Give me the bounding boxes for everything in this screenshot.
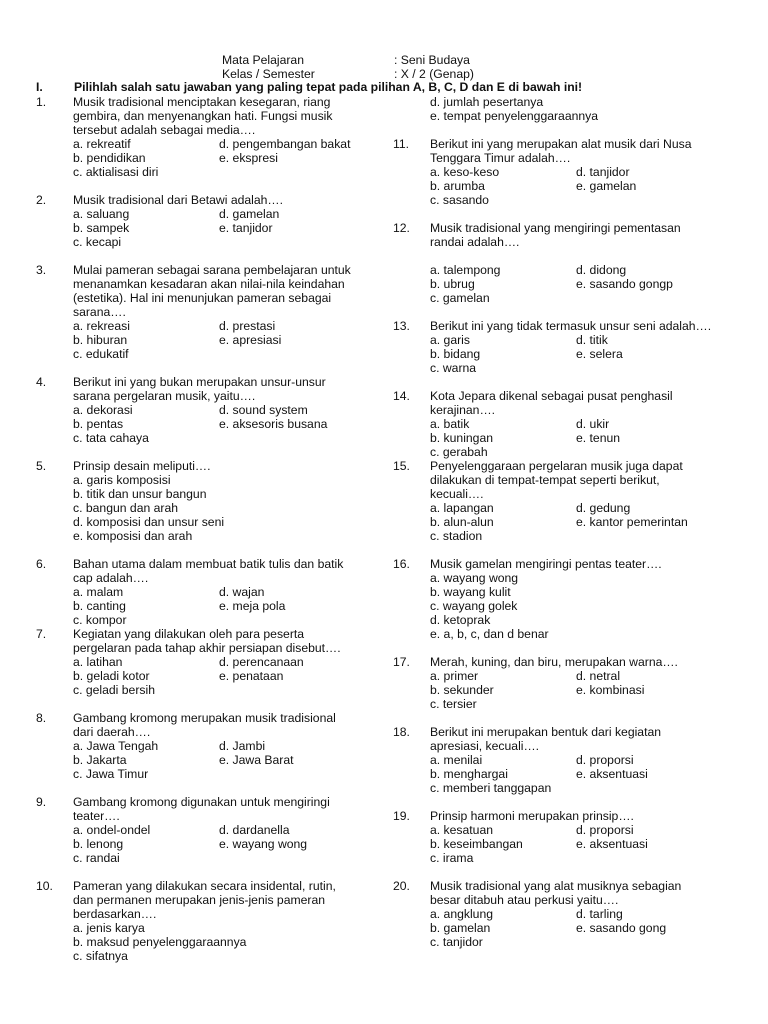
option: a. angklung <box>430 907 494 921</box>
option: a. kesatuan <box>430 823 494 837</box>
option: b. hiburan <box>73 333 128 347</box>
question <box>36 879 376 963</box>
question-body <box>430 557 738 641</box>
class-label: Kelas / Semester <box>222 67 315 81</box>
section-number: I. <box>36 80 43 94</box>
option: a. talempong <box>430 263 501 277</box>
question-body <box>73 263 376 361</box>
option-grid <box>73 739 376 781</box>
question-body <box>430 221 738 305</box>
option: d. komposisi dan unsur seni <box>73 515 225 529</box>
option: b. bidang <box>430 347 481 361</box>
option: b. ubrug <box>430 277 475 291</box>
question-text: Mulai pameran sebagai sarana pembelajaran untuk menanamkan kesadaran akan nilai-nila keindahan (estetika). Hal ini menunjukan pameran sebagai sarana…. <box>73 263 351 319</box>
question-number: 20. <box>393 879 410 893</box>
option: d. jumlah pesertanya <box>430 95 544 109</box>
question-body <box>73 375 376 445</box>
option: a. garis komposisi <box>73 473 171 487</box>
class-value: : X / 2 (Genap) <box>394 67 474 81</box>
option: b. alun-alun <box>430 515 494 529</box>
question <box>393 319 738 375</box>
option: d. prestasi <box>219 319 276 333</box>
option-grid <box>73 137 376 179</box>
question-number: 16. <box>393 557 410 571</box>
option: a. rekreasi <box>73 319 130 333</box>
option: d. didong <box>576 263 627 277</box>
option: c. tata cahaya <box>73 431 149 445</box>
option: a. primer <box>430 669 479 683</box>
option: e. ekspresi <box>219 151 278 165</box>
option: c. geladi bersih <box>73 683 155 697</box>
option-grid <box>73 207 376 249</box>
section-instruction-text: Pilihlah salah satu jawaban yang paling tepat pada pilihan A, B, C, D dan E di bawah ini! <box>74 80 583 94</box>
question-body <box>430 459 738 543</box>
question-number: 12. <box>393 221 410 235</box>
question-number: 17. <box>393 655 410 669</box>
option: e. meja pola <box>219 599 286 613</box>
option-grid <box>430 165 738 207</box>
question-text: Bahan utama dalam membuat batik tulis dan batik cap adalah…. <box>73 557 344 585</box>
question-body <box>73 459 376 543</box>
option-grid <box>430 753 738 795</box>
question-body <box>73 95 376 179</box>
question-body <box>430 389 738 459</box>
option: c. randai <box>73 851 120 865</box>
option: e. Jawa Barat <box>219 753 294 767</box>
question-number: 8. <box>36 711 47 725</box>
option: b. arumba <box>430 179 485 193</box>
option: c. tanjidor <box>430 935 483 949</box>
right-column <box>393 95 738 949</box>
option: e. wayang wong <box>219 837 308 851</box>
question-body <box>430 319 738 375</box>
option: c. sifatnya <box>73 949 128 963</box>
option: d. titik <box>576 333 608 347</box>
option-grid <box>73 823 376 865</box>
question-body <box>73 193 376 249</box>
question-number: 6. <box>36 557 47 571</box>
question-text: Kegiatan yang dilakukan oleh para peserta pergelaran pada tahap akhir persiapan disebut…. <box>73 627 341 655</box>
option: a. lapangan <box>430 501 494 515</box>
option: a. saluang <box>73 207 130 221</box>
left-column <box>36 95 376 963</box>
option-grid <box>73 319 376 361</box>
question-body <box>73 711 376 781</box>
option: c. gerabah <box>430 445 488 459</box>
option: b. pentas <box>73 417 124 431</box>
option: d. perencanaan <box>219 655 304 669</box>
question-body <box>430 725 738 795</box>
option: e. penataan <box>219 669 284 683</box>
question-number: 18. <box>393 725 410 739</box>
question <box>393 389 738 459</box>
question-body <box>73 557 376 627</box>
option: e. selera <box>576 347 623 361</box>
option: d. sound system <box>219 403 308 417</box>
question <box>36 557 376 627</box>
option: e. tenun <box>576 431 621 445</box>
option: e. a, b, c, dan d benar <box>430 627 549 641</box>
option: d. tarling <box>576 907 623 921</box>
subject-label: Mata Pelajaran <box>222 53 304 67</box>
question-text: Berikut ini yang tidak termasuk unsur seni adalah…. <box>430 319 712 333</box>
option: d. wajan <box>219 585 265 599</box>
question-body <box>430 879 738 949</box>
question-text: Berikut ini yang merupakan alat musik dari Nusa Tenggara Timur adalah…. <box>430 137 692 165</box>
question-body <box>73 879 376 963</box>
option-grid <box>430 669 738 711</box>
question-number: 15. <box>393 459 410 473</box>
carried-options <box>430 95 738 123</box>
option: a. latihan <box>73 655 123 669</box>
question <box>393 459 738 543</box>
option: a. Jawa Tengah <box>73 739 159 753</box>
question-text: Gambang kromong merupakan musik tradisional dari daerah…. <box>73 711 336 739</box>
question-text: Penyelenggaraan pergelaran musik juga dapat dilakukan di tempat-tempat seperti berikut, kecuali…. <box>430 459 683 501</box>
option: c. wayang golek <box>430 599 518 613</box>
option: c. memberi tanggapan <box>430 781 552 795</box>
option: b. geladi kotor <box>73 669 150 683</box>
option: a. keso-keso <box>430 165 500 179</box>
option: e. komposisi dan arah <box>73 529 193 543</box>
question-body <box>73 627 376 697</box>
question-text: Musik tradisional menciptakan kesegaran, riang gembira, dan menyenangkan hati. Fungsi musik tersebut adalah sebagai media…. <box>73 95 333 137</box>
option: e. aksentuasi <box>576 837 648 851</box>
question <box>36 459 376 543</box>
option-grid <box>430 417 738 459</box>
question-number: 4. <box>36 375 47 389</box>
option: a. ondel-ondel <box>73 823 151 837</box>
option-grid <box>430 823 738 865</box>
question-text: Berikut ini merupakan bentuk dari kegiatan apresiasi, kecuali…. <box>430 725 662 753</box>
option: d. gamelan <box>219 207 280 221</box>
question-text: Merah, kuning, dan biru, merupakan warna…. <box>430 655 678 669</box>
question-number: 13. <box>393 319 410 333</box>
question-body <box>73 795 376 865</box>
option: a. malam <box>73 585 124 599</box>
question <box>36 193 376 249</box>
option: e. sasando gong <box>576 921 667 935</box>
question-text: Pameran yang dilakukan secara insidental, rutin, dan permanen merupakan jenis-jenis pameran berdasarkan…. <box>73 879 336 921</box>
question-body <box>430 655 738 711</box>
option-grid <box>430 907 738 949</box>
option-grid <box>430 263 738 305</box>
option: e. sasando gongp <box>576 277 673 291</box>
option: e. kombinasi <box>576 683 645 697</box>
question-number: 1. <box>36 95 47 109</box>
question-number: 7. <box>36 627 47 641</box>
option: e. apresiasi <box>219 333 282 347</box>
option: c. bangun dan arah <box>73 501 179 515</box>
question-text: Berikut ini yang bukan merupakan unsur-unsur sarana pergelaran musik, yaitu…. <box>73 375 326 403</box>
question-body <box>430 809 738 865</box>
subject-value: : Seni Budaya <box>394 53 470 67</box>
option: c. sasando <box>430 193 489 207</box>
question-number: 14. <box>393 389 410 403</box>
option: e. gamelan <box>576 179 637 193</box>
question <box>393 809 738 865</box>
option-grid <box>73 585 376 627</box>
option: a. wayang wong <box>430 571 519 585</box>
option: a. batik <box>430 417 470 431</box>
option: b. gamelan <box>430 921 491 935</box>
option: b. menghargai <box>430 767 508 781</box>
option: d. pengembangan bakat <box>219 137 351 151</box>
option: c. gamelan <box>430 291 490 305</box>
question-number: 11. <box>393 137 410 151</box>
question-text: Musik tradisional yang mengiringi pementasan randai adalah…. <box>430 221 681 249</box>
option: b. Jakarta <box>73 753 127 767</box>
option: e. tanjidor <box>219 221 273 235</box>
option: b. sampek <box>73 221 130 235</box>
option-grid <box>73 655 376 697</box>
question-text: Gambang kromong digunakan untuk mengiringi teater…. <box>73 795 330 823</box>
question <box>36 375 376 445</box>
option: c. warna <box>430 361 477 375</box>
option: e. aksentuasi <box>576 767 648 781</box>
option: b. sekunder <box>430 683 494 697</box>
question <box>36 711 376 781</box>
option: d. dardanella <box>219 823 290 837</box>
option: d. Jambi <box>219 739 266 753</box>
question-number: 9. <box>36 795 47 809</box>
option: b. kuningan <box>430 431 494 445</box>
option: a. dekorasi <box>73 403 133 417</box>
question <box>393 221 738 305</box>
question-number: 3. <box>36 263 47 277</box>
option: c. tersier <box>430 697 477 711</box>
option: b. wayang kulit <box>430 585 511 599</box>
option: a. jenis karya <box>73 921 145 935</box>
question-number: 10. <box>36 879 53 893</box>
question <box>393 725 738 795</box>
option: c. kecapi <box>73 235 122 249</box>
question <box>393 557 738 641</box>
option: a. garis <box>430 333 470 347</box>
question-number: 5. <box>36 459 47 473</box>
question-text: Kota Jepara dikenal sebagai pusat penghasil kerajinan…. <box>430 389 673 417</box>
question-body <box>430 137 738 207</box>
option: a. menilai <box>430 753 483 767</box>
question-text: Prinsip harmoni merupakan prinsip…. <box>430 809 634 823</box>
option-grid <box>430 501 738 543</box>
option: e. tempat penyelenggaraannya <box>430 109 599 123</box>
question <box>36 95 376 179</box>
option: d. gedung <box>576 501 631 515</box>
option: b. titik dan unsur bangun <box>73 487 207 501</box>
option: e. aksesoris busana <box>219 417 328 431</box>
option: b. lenong <box>73 837 124 851</box>
option: b. pendidikan <box>73 151 146 165</box>
question <box>36 263 376 361</box>
question-text: Musik gamelan mengiringi pentas teater…. <box>430 557 662 571</box>
question-number: 2. <box>36 193 47 207</box>
option: c. irama <box>430 851 474 865</box>
question <box>36 795 376 865</box>
option-grid <box>430 333 738 375</box>
option: c. Jawa Timur <box>73 767 149 781</box>
option: d. proporsi <box>576 753 634 767</box>
option: d. ketoprak <box>430 613 491 627</box>
option-grid <box>73 403 376 445</box>
question-number: 19. <box>393 809 410 823</box>
option: d. ukir <box>576 417 610 431</box>
option: e. kantor pemerintan <box>576 515 688 529</box>
question <box>393 137 738 207</box>
question-text: Prinsip desain meliputi…. <box>73 459 211 473</box>
option: d. tanjidor <box>576 165 630 179</box>
option: d. proporsi <box>576 823 634 837</box>
question <box>393 879 738 949</box>
option: b. canting <box>73 599 126 613</box>
question <box>393 655 738 711</box>
question-text: Musik tradisional yang alat musiknya sebagian besar ditabuh atau perkusi yaitu…. <box>430 879 682 907</box>
option: c. kompor <box>73 613 127 627</box>
option: c. aktialisasi diri <box>73 165 159 179</box>
option: b. maksud penyelenggaraannya <box>73 935 247 949</box>
option: c. edukatif <box>73 347 129 361</box>
question-text: Musik tradisional dari Betawi adalah…. <box>73 193 283 207</box>
option: d. netral <box>576 669 621 683</box>
option: a. rekreatif <box>73 137 131 151</box>
option: c. stadion <box>430 529 483 543</box>
question <box>36 627 376 697</box>
option: b. keseimbangan <box>430 837 523 851</box>
